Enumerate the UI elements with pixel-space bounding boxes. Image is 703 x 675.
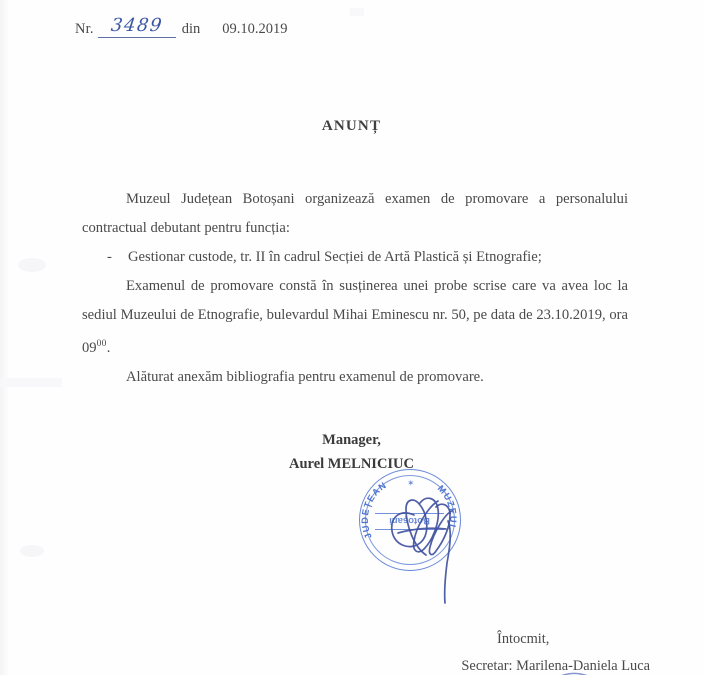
scan-edge-shadow [0,0,10,675]
position-list-item [82,243,628,272]
footer-role: Întocmit, [497,631,550,647]
bullet-marker: - [107,249,112,265]
exam-details-paragraph [82,272,628,363]
footer-name: Secretar: Marilena-Daniela Luca [461,658,650,674]
document-number-line [75,15,288,38]
exam-time-superscript: 00 [96,339,107,349]
stamp-center-label: Botoșani [389,515,430,526]
signature-block [0,428,703,476]
scan-artifact [0,378,62,387]
page-title: ANUNȚ [321,118,382,134]
handwritten-number: 3489 [109,15,164,36]
scan-artifact [350,8,364,16]
official-stamp [359,469,463,573]
bibliography-paragraph: Alăturat anexăm bibliografia pentru examenul de promovare. [126,368,484,385]
scan-artifact [18,258,46,272]
exam-details-text: Examenul de promovare constă în susținerea unei probe scrise care va avea loc la sediul Muzeului de Etnografie, bulevardul Mihai Eminescu nr. 50, pe data de 23.10.2019, ora 09 [82,278,628,356]
nr-blank-field [98,15,176,38]
nr-label: Nr. [75,21,94,37]
document-body [82,185,628,392]
position-description: Gestionar custode, tr. II în cadrul Secției de Artă Plastică și Etnografie; [128,249,542,265]
stamp-arc-left-label: JUDEȚEAN [359,479,389,541]
footer-ink-mark [545,665,615,675]
document-date: 09.10.2019 [222,21,288,37]
exam-details-end: . [106,339,111,356]
scan-artifact [20,545,44,557]
signatory-name: Aurel MELNICIUC [289,456,414,472]
signatory-role: Manager, [322,432,381,448]
stamp-arc-right-label: MUZEUL [435,483,459,533]
intro-paragraph: Muzeul Județean Botoșani organizează examen de promovare a personalului contractual debutant pentru funcția: [82,191,628,236]
stamp-star-icon: ✶ [407,478,415,488]
din-label: din [181,21,201,37]
